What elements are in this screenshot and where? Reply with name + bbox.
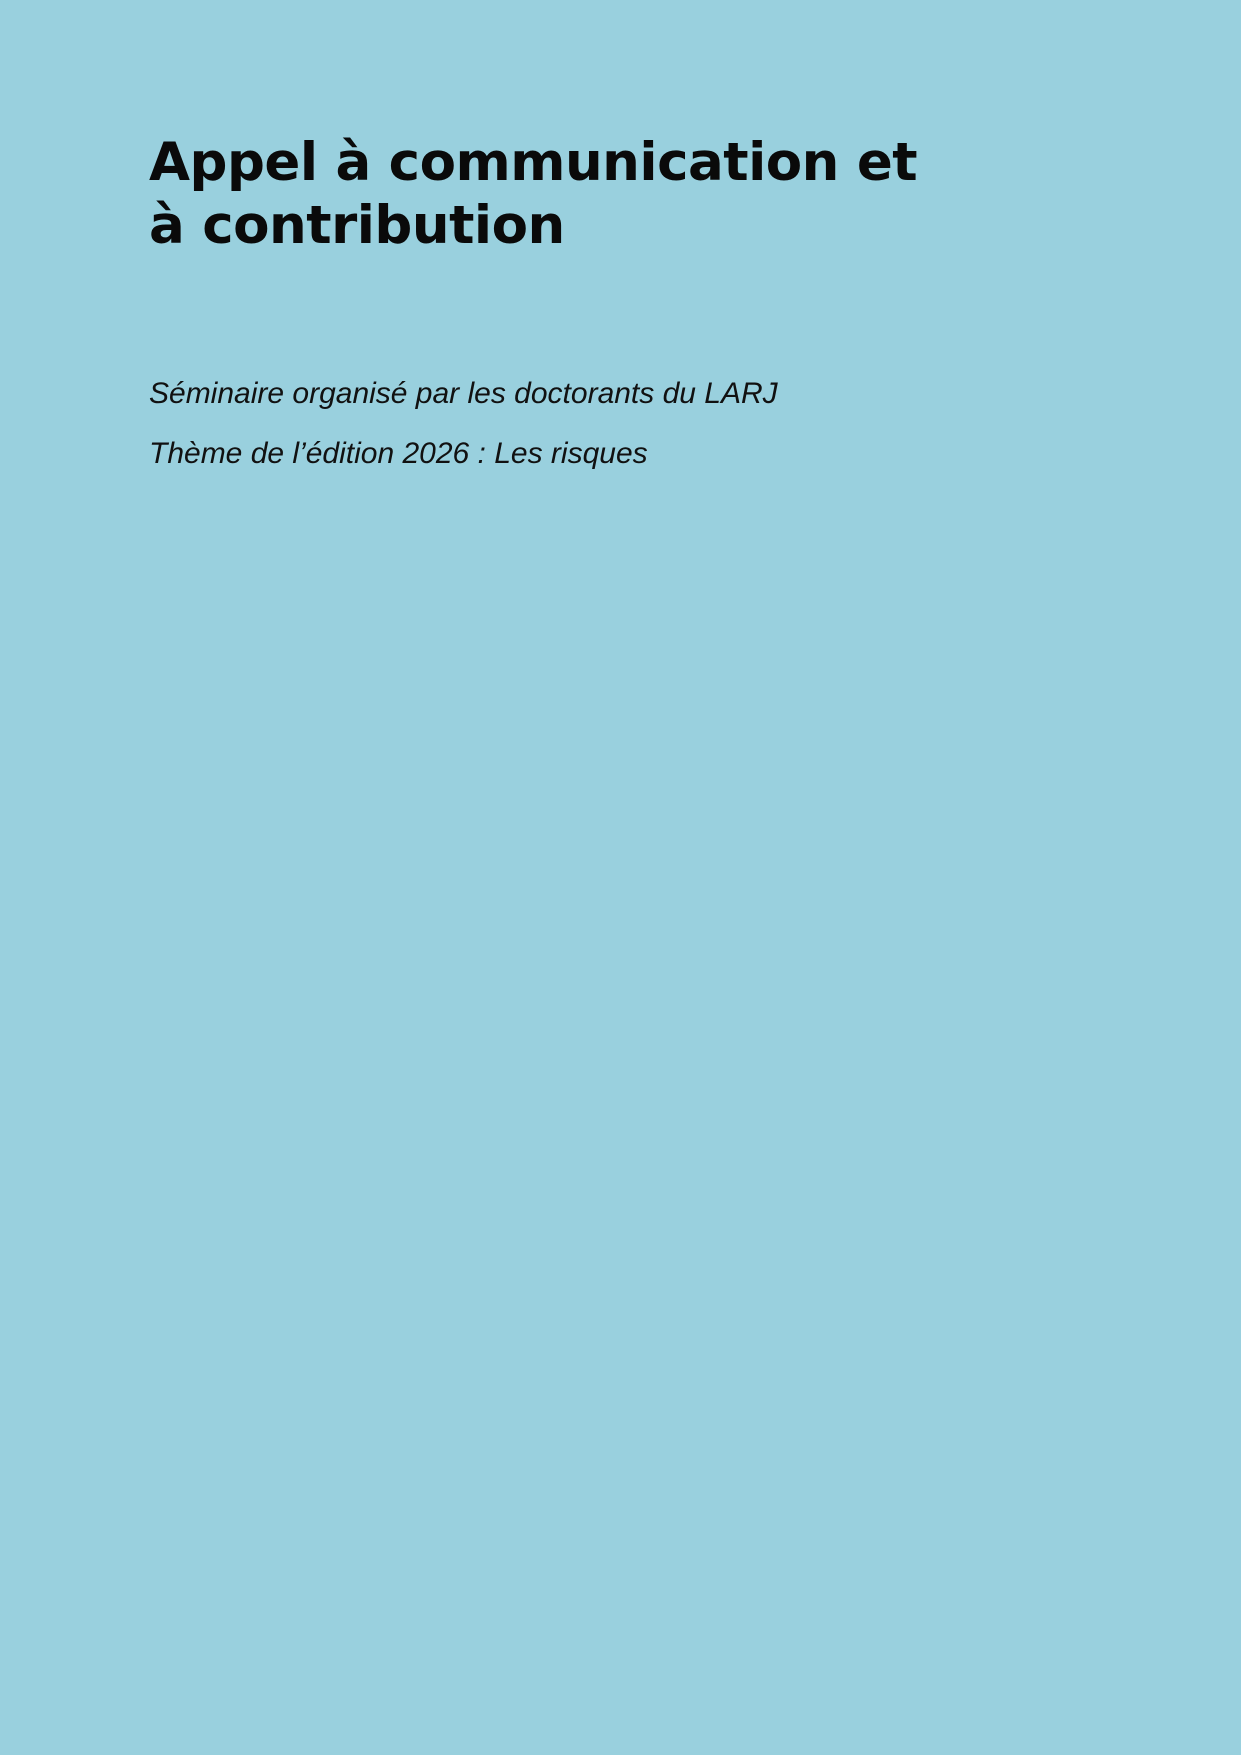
document-content (149, 132, 1049, 499)
subtitle-line-organizer: Séminaire organisé par les doctorants du LARJ (149, 377, 778, 411)
page-title: Appel à communication et à contribution (149, 132, 918, 256)
subtitle-line-theme: Thème de l’édition 2026 : Les risques (149, 437, 648, 471)
subtitle-block (149, 379, 1049, 469)
